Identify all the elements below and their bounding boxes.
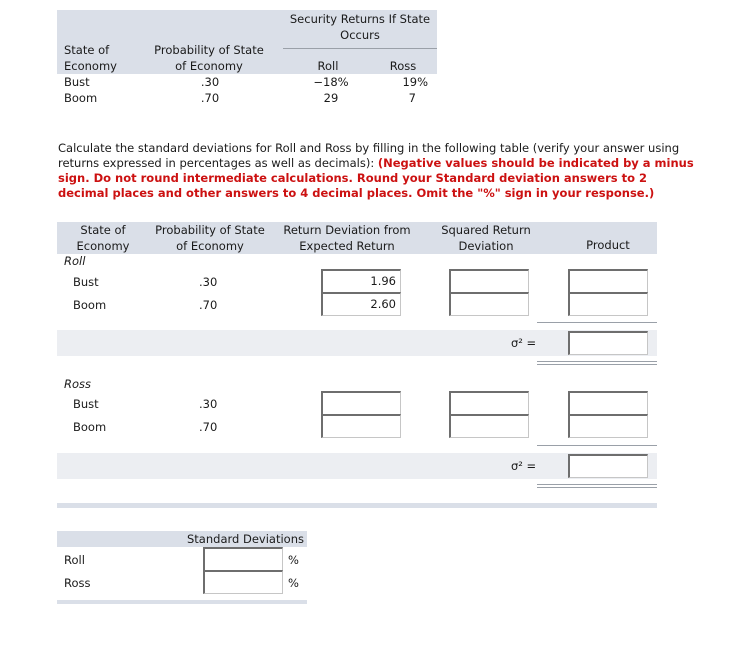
ross-boom-product-input[interactable] (568, 414, 648, 438)
variance-row-roll (57, 330, 657, 356)
ross-bust-deviation-input[interactable] (321, 391, 401, 415)
std-table-footer (57, 600, 307, 604)
sigma-squared-label: σ² = (511, 336, 537, 350)
roll-boom-deviation-input[interactable]: 2.60 (321, 292, 401, 316)
ross-cell: 19% (402, 75, 428, 89)
state-cell: Boom (73, 298, 107, 312)
roll-cell: −18% (313, 75, 349, 89)
section-label-ross: Ross (64, 377, 92, 391)
roll-bust-product-input[interactable] (568, 269, 648, 293)
col-prob-header: Probability of State of Economy (154, 43, 264, 73)
sum-rule (537, 322, 657, 323)
col-roll-header: Roll (317, 59, 339, 73)
double-rule (537, 487, 657, 488)
prob-cell: .30 (199, 275, 218, 289)
roll-boom-squared-input[interactable] (449, 292, 529, 316)
state-cell: Bust (64, 75, 90, 89)
instructions (58, 141, 698, 201)
variance-row-ross (57, 453, 657, 479)
double-rule (537, 484, 657, 485)
ross-boom-squared-input[interactable] (449, 414, 529, 438)
roll-std-dev-input[interactable] (203, 547, 283, 571)
col-sq-header: Squared Return Deviation (441, 223, 531, 253)
state-cell: Bust (73, 397, 99, 411)
col-ross-header: Ross (389, 59, 417, 73)
state-cell: Boom (64, 91, 98, 105)
group-header: Security Returns If State Occurs (289, 12, 431, 42)
ross-std-dev-input[interactable] (203, 570, 283, 594)
roll-variance-input[interactable] (568, 331, 648, 355)
ross-boom-deviation-input[interactable] (321, 414, 401, 438)
std-label-roll: Roll (64, 553, 85, 567)
work-table-footer (57, 503, 657, 508)
col-dev-header: Return Deviation from Expected Return (283, 223, 411, 253)
double-rule (537, 361, 657, 362)
state-cell: Bust (73, 275, 99, 289)
roll-boom-product-input[interactable] (568, 292, 648, 316)
sum-rule (537, 445, 657, 446)
prob-cell: .30 (200, 75, 220, 89)
ross-cell: 7 (408, 91, 416, 105)
std-table-title: Standard Deviations (187, 532, 304, 546)
ross-bust-product-input[interactable] (568, 391, 648, 415)
std-label-ross: Ross (64, 576, 91, 590)
col-prob-header: Probability of State of Economy (155, 223, 265, 253)
group-header-rule (283, 48, 437, 49)
percent-unit: % (288, 576, 299, 590)
prob-cell: .70 (199, 420, 218, 434)
state-cell: Boom (73, 420, 107, 434)
col-state-header: State of Economy (64, 43, 117, 73)
double-rule (537, 364, 657, 365)
roll-bust-deviation-input[interactable]: 1.96 (321, 269, 401, 293)
col-state-header: State of Economy (76, 223, 130, 253)
instructions-text: Calculate the standard deviations for Roll and Ross by filling in the following table (verify your answer using returns expressed in percentages as well as decimals): (58, 141, 680, 170)
sigma-squared-label: σ² = (511, 459, 537, 473)
prob-cell: .70 (200, 91, 220, 105)
ross-bust-squared-input[interactable] (449, 391, 529, 415)
prob-cell: .30 (199, 397, 218, 411)
prob-cell: .70 (199, 298, 218, 312)
instructions-warning: (Negative values should be indicated by a minus sign. Do not round intermediate calculations. Round your Standard deviation answers to 2 decimal places and other answers to 4 decimal places. Omit the "%" sign in your response.) (58, 156, 694, 200)
roll-cell: 29 (323, 91, 339, 105)
percent-unit: % (288, 553, 299, 567)
col-product-header: Product (586, 238, 630, 252)
ross-variance-input[interactable] (568, 454, 648, 478)
section-label-roll: Roll (64, 254, 86, 268)
roll-bust-squared-input[interactable] (449, 269, 529, 293)
